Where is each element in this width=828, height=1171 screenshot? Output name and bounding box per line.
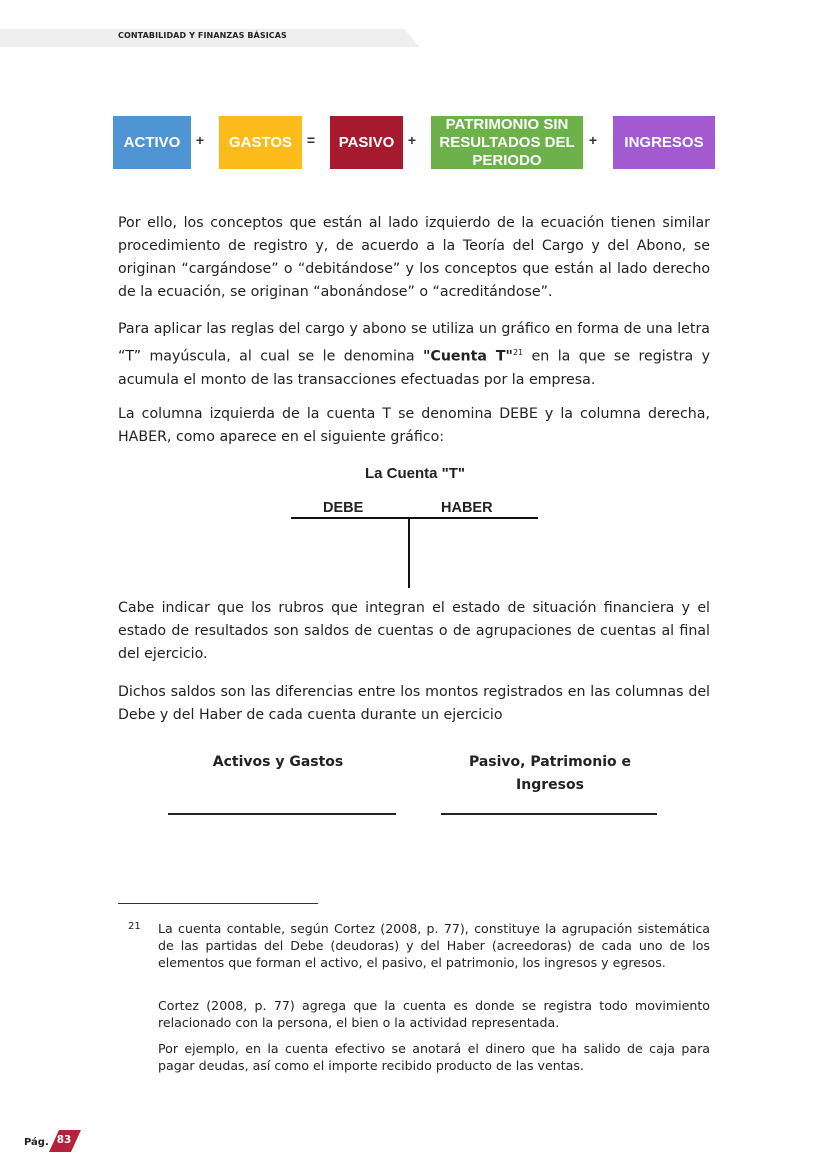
summary-left-label: Activos y Gastos [212,754,344,770]
equation-box-pasivo: PASIVO [330,116,403,169]
t-account-horizontal-line [291,517,538,519]
equation-plus-sign: + [588,132,598,148]
equation-box-gastos: GASTOS [219,116,302,169]
paragraph-cargo-abono: Por ello, los conceptos que están al lado izquierdo de la ecuación tienen similar procedimiento de registro y, de acuerdo a la Teoría del Cargo y del Abono, se originan “cargándose” o “debitándose” y los conceptos que están al lado derecho de la ecuación, se originan “abonándose” o “acreditándose”. [118,215,710,300]
paragraph-rubros: Cabe indicar que los rubros que integran el estado de situación financiera y el estado de resultados son saldos de cuentas o de agrupaciones de cuentas al final del ejercicio. [118,600,710,662]
paragraph-text: Para aplicar las reglas del cargo y abono se utiliza un gráfico en forma de una letra “T” mayúscula, al cual se le denomina [118,321,710,365]
footnote-paragraph-cortez: Cortez (2008, p. 77) agrega que la cuenta es donde se registra todo movimiento relacionado con la persona, el bien o la actividad representada. [158,998,710,1030]
equation-box-patrimonio: PATRIMONIO SIN RESULTADOS DEL PERIODO [431,116,583,169]
page-number: 83 [56,1134,72,1146]
footnote-paragraph-example: Por ejemplo, en la cuenta efectivo se anotará el dinero que ha salido de caja para pagar deudas, así como el importe recibido producto de las ventas. [158,1041,710,1073]
paragraph-saldos: Dichos saldos son las diferencias entre los montos registrados en las columnas del Debe y del Haber de cada cuenta durante un ejercicio [118,684,710,723]
t-account-debe-label: DEBE [323,500,364,516]
running-header-title: CONTABILIDAD Y FINANZAS BÁSICAS [118,31,287,40]
footnote-separator [118,903,318,904]
footnote-reference: 21 [512,348,524,357]
paragraph-text: en la que se registra y acumula el monto de las transacciones efectuadas por la empresa. [118,348,710,388]
paragraph-cuenta-t [118,318,710,392]
equation-box-activo: ACTIVO [113,116,191,169]
summary-right-line [441,813,657,815]
summary-left-line [168,813,396,815]
summary-right-label: Pasivo, Patrimonio e Ingresos [468,754,632,793]
equation-equals-sign: = [306,132,316,148]
t-account-haber-label: HABER [441,500,493,516]
footnote-paragraph-definition: La cuenta contable, según Cortez (2008, p. 77), constituye la agrupación sistemática de las partidas del Debe (deudoras) y del Haber (acreedoras) de cada uno de los elementos que forman el activo, el pasivo, el patrimonio, los ingresos y egresos. [158,921,710,970]
t-account-title: La Cuenta "T" [364,465,466,482]
t-account-vertical-line [408,518,410,588]
equation-plus-sign: + [407,132,417,148]
equation-plus-sign: + [195,132,205,148]
bold-term-cuenta-t: "Cuenta T" [423,348,513,365]
footnote-number: 21 [128,921,141,932]
page-label: Pág. [24,1137,49,1148]
paragraph-debe-haber: La columna izquierda de la cuenta T se denomina DEBE y la columna derecha, HABER, como aparece en el siguiente gráfico: [118,406,710,445]
equation-box-ingresos: INGRESOS [613,116,715,169]
